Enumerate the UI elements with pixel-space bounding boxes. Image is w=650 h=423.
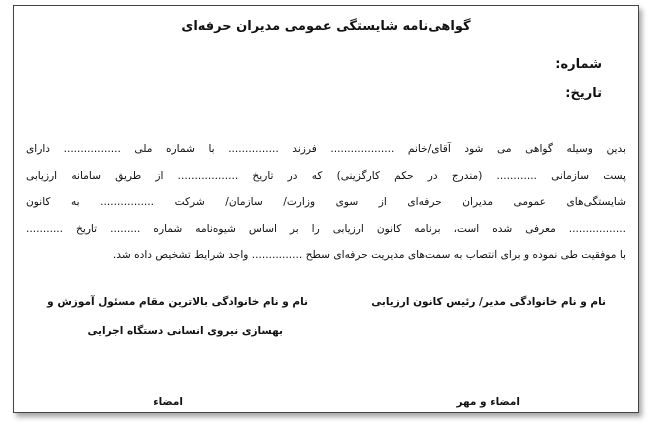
date-label: تاریخ: [565,86,602,101]
number-label: شماره: [555,57,602,72]
body-line-1: بدین وسیله گواهی می شود آقای/خانم ................... فرزند ............... با شماره ملی ................. دارای [26,143,626,155]
body-line-4: ................. معرفی شده است، برنامه کانون ارزیابی را بر اساس شیوه‌نامه شماره ......... تاریخ ........... [26,222,626,235]
body-line-5: با موفقیت طی نموده و برای انتصاب به سمت‌های مدیریت حرفه‌ای سطح ............... واجد شرایط تشخیص داده شد. [112,249,626,261]
signature-and-seal-label: امضاء و مهر [456,396,520,408]
certificate-body [26,136,626,269]
document-title: گواهی‌نامه شایستگی عمومی مدیران حرفه‌ای [181,19,471,34]
training-official-name-line2: بهسازی نیروی انسانی دستگاه اجرایی [87,325,283,337]
assessment-center-head-name: نام و نام خانوادگی مدیر/ رئیس کانون ارزیابی [371,296,606,308]
body-line-3: شایستگی‌های عمومی مدیران حرفه‌ای از سوی وزارت/ سازمان/ شرکت ................ به کانون [26,196,626,208]
certificate-frame [13,5,639,413]
signature-label: امضاء [153,396,183,408]
body-line-2: پست سازمانی ............ (مندرج در حکم کارگزینی) که در تاریخ .................. از طریق سامانه ارزیابی [26,169,626,182]
training-official-name-line1: نام و نام خانوادگی بالاترین مقام مسئول آموزش و [47,296,308,308]
